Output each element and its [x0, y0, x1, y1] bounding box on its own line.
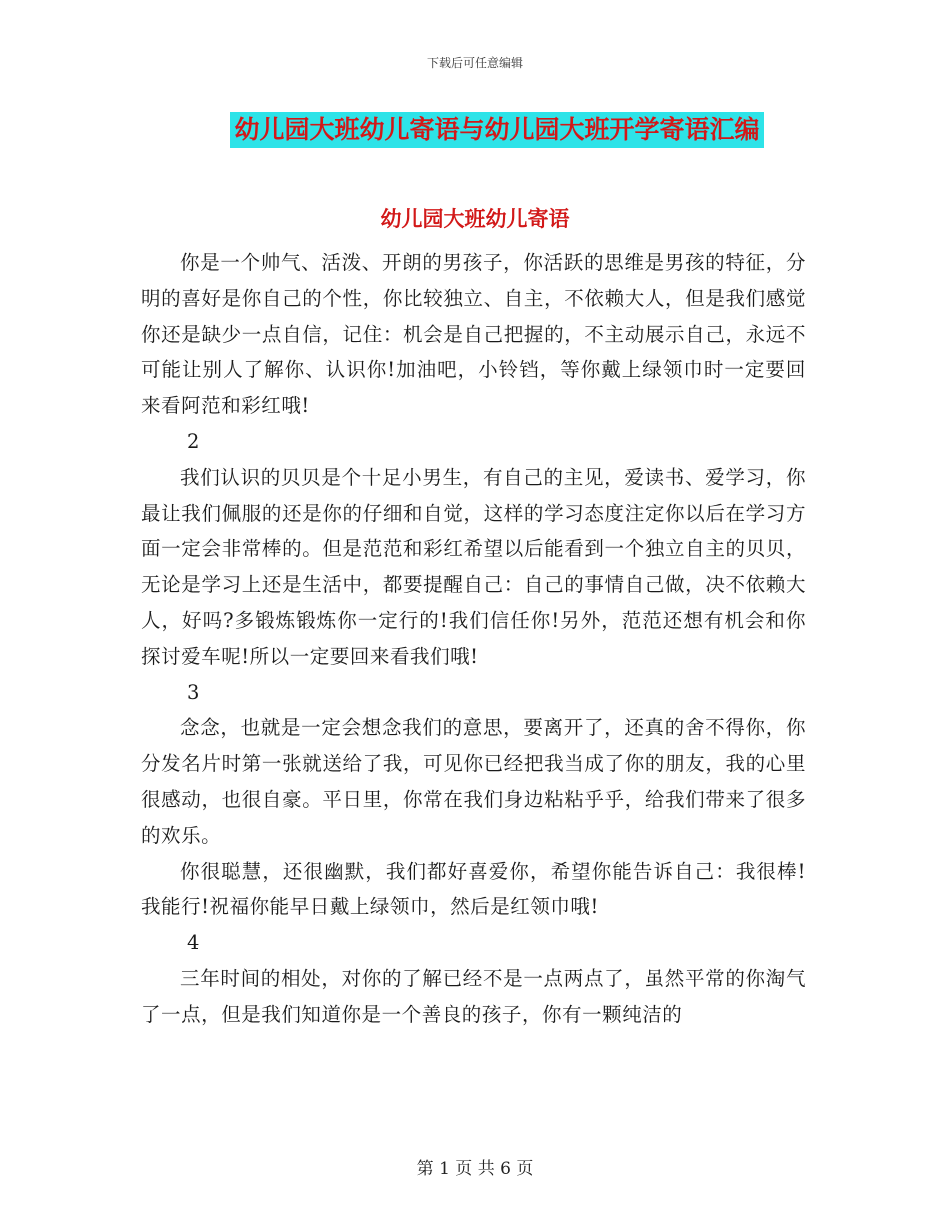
document-title-container [0, 112, 950, 148]
entry-number: 4 [187, 931, 200, 955]
header-note: 下载后可任意编辑 [426, 56, 523, 70]
entry-number: 2 [187, 429, 200, 453]
paragraph: 三年时间的相处，对你的了解已经不是一点两点了，虽然平常的你淘气了一点，但是我们知道你是一个善良的孩子，你有一颗纯洁的 [141, 966, 806, 1026]
paragraph: 我们认识的贝贝是个十足小男生，有自己的主见，爱读书、爱学习，你最让我们佩服的还是你的仔细和自觉，这样的学习态度注定你以后在学习方面一定会非常棒的。但是范范和彩红希望以后能看到一个独立自主的贝贝，无论是学习上还是生活中，都要提醒自己：自己的事情自己做，决不依赖大人，好吗?多锻炼锻炼你一定行的!我们信任你!另外，范范还想有机会和你探讨爱车呢!所以一定要回来看我们哦! [141, 465, 806, 668]
document-body [141, 245, 806, 1033]
paragraph: 你很聪慧，还很幽默，我们都好喜爱你，希望你能告诉自己：我很棒!我能行!祝福你能早日戴上绿领巾，然后是红领巾哦! [141, 859, 806, 919]
section-title: 幼儿园大班幼儿寄语 [380, 207, 570, 231]
paragraph: 你是一个帅气、活泼、开朗的男孩子，你活跃的思维是男孩的特征，分明的喜好是你自己的个性，你比较独立、自主，不依赖大人，但是我们感觉你还是缺少一点自信，记住：机会是自己把握的，不主动展示自己，永远不可能让别人了解你、认识你!加油吧，小铃铛，等你戴上绿领巾时一定要回来看阿范和彩红哦! [141, 251, 806, 418]
page-number: 第 1 页 共 6 页 [416, 1159, 534, 1179]
document-title: 幼儿园大班幼儿寄语与幼儿园大班开学寄语汇编 [230, 112, 763, 148]
paragraph: 念念，也就是一定会想念我们的意思，要离开了，还真的舍不得你，你分发名片时第一张就送给了我，可见你已经把我当成了你的朋友，我的心里很感动，也很自豪。平日里，你常在我们身边粘粘乎乎，给我们带来了很多的欢乐。 [141, 716, 806, 847]
entry-number: 3 [187, 680, 200, 704]
